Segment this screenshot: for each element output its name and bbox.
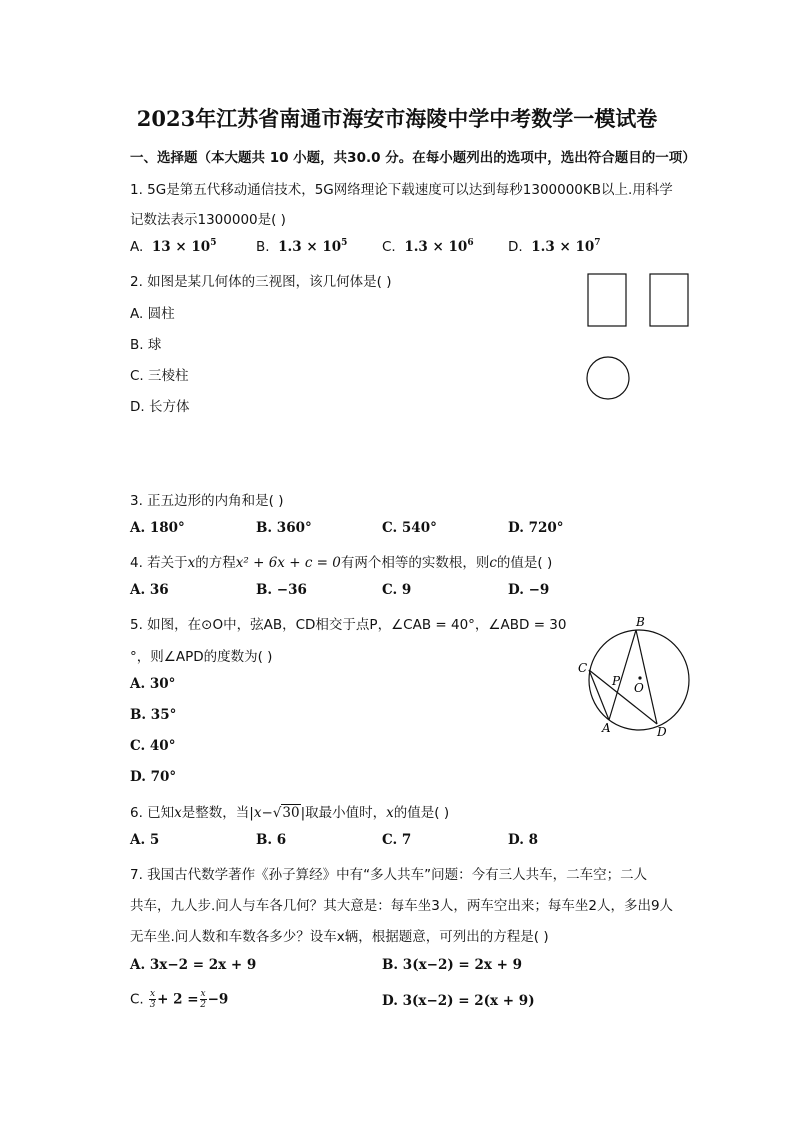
q3-option-a: A. 180° bbox=[130, 520, 185, 536]
q7-c-den2: 2 bbox=[200, 1000, 206, 1010]
q5-option-c: C. 40° bbox=[130, 738, 176, 754]
q4-var-c: c bbox=[489, 555, 497, 571]
q1-stem-line1: 1. 5G是第五代移动通信技术，5G网络理论下载速度可以达到每秒1300000KB以上.用科学 bbox=[130, 182, 673, 198]
q1-option-exp: 7 bbox=[594, 238, 601, 248]
q1-option-label: B. bbox=[256, 239, 270, 255]
q2-stem: 2. 如图是某几何体的三视图，该几何体是( ) bbox=[130, 274, 392, 290]
q7-c-num2: x bbox=[200, 989, 206, 999]
q4-text-2: 的方程 bbox=[195, 555, 236, 571]
q6-var-x2: x bbox=[386, 805, 394, 821]
q7-stem-line2: 共车，九人步.问人与车各几何？其大意是：每车坐3人，两车空出来；每车坐2人，多出9人 bbox=[130, 898, 674, 914]
q1-option-base: 1.3 × 10 bbox=[278, 239, 342, 255]
q3-option-b: B. 360° bbox=[256, 520, 312, 536]
q7-option-d: D. 3(x−2) = 2(x + 9) bbox=[382, 993, 535, 1009]
front-view-rect bbox=[588, 274, 626, 326]
q1-option-label: D. bbox=[508, 239, 523, 255]
q7-option-a: A. 3x−2 = 2x + 9 bbox=[130, 957, 257, 973]
q6-expr-x: x bbox=[253, 805, 262, 821]
q6-text-3: |取最小值时， bbox=[300, 805, 387, 821]
q2-option-a: A. 圆柱 bbox=[130, 306, 175, 322]
q6-minus: − bbox=[261, 805, 273, 821]
label-o: O bbox=[634, 681, 644, 695]
q6-option-b: B. 6 bbox=[256, 832, 287, 848]
q5-option-a: A. 30° bbox=[130, 676, 176, 692]
q6-text-4: 的值是( ) bbox=[393, 805, 450, 821]
page-title: 2023年江苏省南通市海安市海陵中学中考数学一模试卷 bbox=[136, 106, 658, 131]
q4-option-d: D. −9 bbox=[508, 582, 550, 598]
q7-option-c bbox=[130, 989, 228, 1010]
q1-option-base: 1.3 × 10 bbox=[531, 239, 595, 255]
q3-option-d: D. 720° bbox=[508, 520, 564, 536]
q5-stem-line2: °，则∠APD的度数为( ) bbox=[130, 649, 273, 665]
top-view-circle bbox=[587, 357, 629, 399]
q7-stem-line3: 无车坐.问人数和车数各多少？设车x辆，根据题意，可列出的方程是( ) bbox=[130, 929, 549, 945]
label-p: P bbox=[612, 674, 621, 688]
side-view-rect bbox=[650, 274, 688, 326]
q7-stem-line1: 7. 我国古代数学著作《孙子算经》中有“多人共车”问题：今有三人共车，二车空；二人 bbox=[130, 867, 648, 883]
q6-stem: 6. 已知x是整数，当|x−√30|取最小值时，x的值是( ) bbox=[130, 805, 450, 821]
q4-option-b: B. −36 bbox=[256, 582, 307, 598]
q5-option-b: B. 35° bbox=[130, 707, 177, 723]
three-view-figure bbox=[580, 268, 700, 408]
center-dot bbox=[638, 676, 641, 679]
q3-option-c: C. 540° bbox=[382, 520, 437, 536]
section-heading: 一、选择题（本大题共 10 小题，共30.0 分。在每小题列出的选项中，选出符合题目的一项） bbox=[130, 150, 696, 166]
q7-c-end: −9 bbox=[207, 991, 229, 1008]
q5-option-d: D. 70° bbox=[130, 769, 177, 785]
q6-option-d: D. 8 bbox=[508, 832, 539, 848]
q4-text-3: 有两个相等的实数根，则 bbox=[340, 555, 490, 571]
q4-equation: x² + 6x + c = 0 bbox=[235, 555, 341, 571]
q4-option-a: A. 36 bbox=[130, 582, 169, 598]
q1-option-label: A. bbox=[130, 239, 144, 255]
label-b: B bbox=[636, 615, 645, 629]
q2-option-c: C. 三棱柱 bbox=[130, 368, 189, 384]
q1-option-base: 13 × 10 bbox=[151, 239, 211, 255]
q7-c-mid: + 2 = bbox=[157, 991, 199, 1008]
q2-option-d: D. 长方体 bbox=[130, 399, 190, 415]
q6-option-a: A. 5 bbox=[130, 832, 160, 848]
q6-var-x: x bbox=[174, 805, 182, 821]
q6-text-2: 是整数，当| bbox=[181, 805, 254, 821]
q4-stem bbox=[130, 551, 552, 571]
q1-option-b bbox=[256, 239, 347, 255]
q7-option-c-label: C. bbox=[130, 991, 144, 1008]
label-a: A bbox=[602, 721, 611, 735]
q1-option-exp: 6 bbox=[467, 238, 474, 248]
q1-option-label: C. bbox=[382, 239, 396, 255]
q7-c-den1: 3 bbox=[149, 1000, 156, 1010]
q2-option-b: B. 球 bbox=[130, 337, 162, 353]
q7-option-b: B. 3(x−2) = 2x + 9 bbox=[382, 957, 522, 973]
q3-stem: 3. 正五边形的内角和是( ) bbox=[130, 493, 284, 509]
q6-radicand: 30 bbox=[282, 805, 300, 821]
label-d: D bbox=[657, 725, 667, 739]
label-c: C bbox=[578, 661, 588, 675]
q1-option-exp: 5 bbox=[210, 238, 217, 248]
q7-c-num1: x bbox=[150, 989, 156, 999]
q1-stem-line2: 记数法表示1300000是( ) bbox=[130, 212, 286, 228]
q6-option-c: C. 7 bbox=[382, 832, 412, 848]
q1-option-c bbox=[382, 239, 474, 255]
q1-option-base: 1.3 × 10 bbox=[404, 239, 468, 255]
q1-option-exp: 5 bbox=[341, 238, 348, 248]
q1-option-d bbox=[508, 239, 601, 255]
q5-stem-line1: 5. 如图，在⊙O中，弦AB，CD相交于点P，∠CAB = 40°，∠ABD = 30 bbox=[130, 617, 567, 633]
q6-text-1: 6. 已知 bbox=[130, 805, 175, 821]
q4-var-x: x bbox=[187, 555, 196, 571]
q4-text-1: 4. 若关于 bbox=[130, 555, 188, 571]
q4-text-4: 的值是( ) bbox=[496, 555, 553, 571]
q1-option-a bbox=[130, 239, 216, 255]
circle-figure bbox=[570, 612, 700, 742]
q4-option-c: C. 9 bbox=[382, 582, 412, 598]
